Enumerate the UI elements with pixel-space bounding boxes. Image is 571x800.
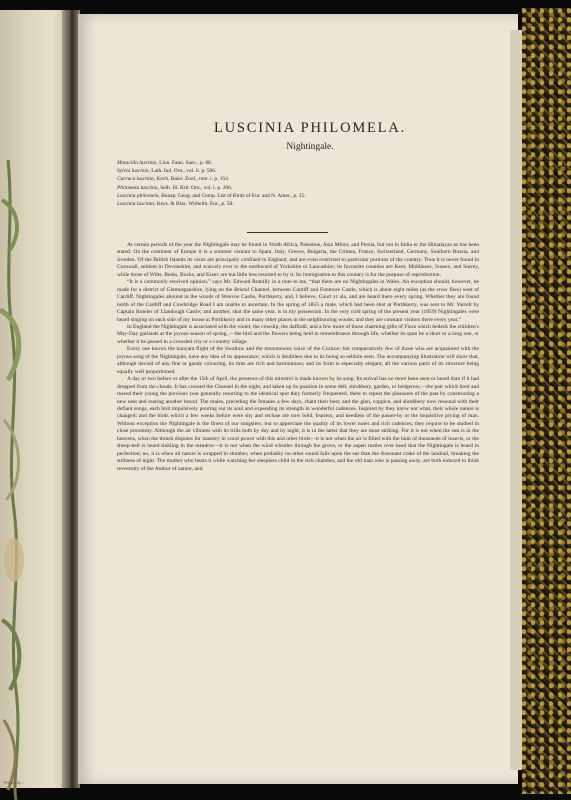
synonym-entry (117, 184, 477, 192)
marbled-endpaper (522, 8, 571, 794)
synonym-reference: Selb. Ill. Brit. Orn., vol. i. p. 206. (160, 184, 233, 191)
synonym-entry (117, 159, 477, 167)
paragraph: Every one knows the buoyant flight of the Swallow and the monotonous voice of the Cuckoo; but comparatively few of those who are acquainted with the joyous song of the Nightingale, have any idea of its appearance, which is doubtless due to its being so seldom seen. The accompanying illustration will show that, although devoid of any fine or gaudy colouring, its tints are rich and harmonious; and its form is especially elegant, all the various parts of its structure being equally well proportioned. (117, 346, 479, 375)
left-caption: Printed by... (4, 780, 24, 785)
left-plate-illustration (0, 160, 36, 800)
paragraph: At certain periods of the year the Nightingale may be found in North Africa, Palestine, Asia Minor, and Persia, but not in India or the Himalayas as has been stated. On the continent of Europe it is a summer visitant to Spain, Italy, Greece, Bulgaria, the Crimea, France, Switzerland, Germany, Southern Russia, and Sweden. Of the British Islands its visits are principally confined to England, and are even restricted to particular portions of the country. Thus it is never found in Cornwall, seldom in Devonshire, and scarcely ever to the northward of Yorkshire or Lancashire; its favourite counties are Kent, Middlesex, Sussex, and Surrey, while those of Wilts, Berks, Bucks, and Essex are but little less resorted to by it. Its immigration to this country is for the purpose of reproduction. (117, 242, 479, 278)
synonym-entry (117, 167, 477, 175)
synonym-reference: Keys. & Blas. Wirbelth. Eur., p. 58. (156, 201, 234, 208)
synonym-name: Curruca luscinia, (117, 176, 156, 183)
common-name: Nightingale. (286, 142, 334, 152)
synonym-name: Philomela luscinia, (117, 184, 159, 191)
synonymy-list (117, 159, 477, 208)
synonym-reference: Koch, Baier. Zool., tom. i. p. 154. (156, 176, 230, 183)
paragraph: A day or two before or after the 15th of April, the presence of this minstrel is made known by its song. Its arrival has no more been seen or heard than if it had dropped from the clouds. It has crossed the Channel in the night, and taken up its position in some dell, shrubbery, garden, or hedgerow,—the pair which bred and reared their young the previous year generally resorting to the identical spot they formerly frequented, there to repeat the pleasures of the past by constructing a new nest and rearing another brood. The males, preceding the females a few days, chant their best; and the glen, coppice, and shrubbery now resound with their defiant songs, each bird impulsively pouring out its soul and expending its strength in wonderful cadences. Inspired by they know not what, their whole nature is changed; and the birds which a few weeks before were shy and recluse are now bold, fearless, and heedless of the passer-by or the inquisitive prying of man. Without exception the Nightingale is the finest of our songsters; but to appreciate the quality of its lower notes and rich cadences, they require to be studied in close proximity. Although the air vibrates with its trills both by day and by night, it is in the latter that they are most striking. For it is not when the sun is in the heavens, when the thrush disputes for mastery in vocal power with this and other birds—it is not when the air is filled with the hum of thousands of insects, or the sheep-bell is heard tinkling in the meadow—it is not when the wind whistles through the grove, or the aspen rustles over head that the Nightingale is heard in perfection; no, it is when all nature is wrapped in slumber, when probably no other sound falls upon the ear than the dissonant crake of the landrail, breaking the stillness of night. The mother who hears it while watching her sleepless child in the sick chamber, and the old man who is passing away, are both induced to think reverently of the Author of nature, and (117, 376, 479, 472)
paragraph: In England the Nightingale is associated with the violet, the cowslip, the daffodil, and a few more of those charming gifts of Flora which bedeck the children's May-Day garlands at the joyous season of spring, —the bird and the flowers being held in remembrance through life, whether its span be a short or a long one, or whether it be passed in a crowded city or a country village. (117, 323, 479, 345)
synonym-entry (117, 192, 477, 200)
species-title: LUSCINIA PHILOMELA. (213, 120, 407, 136)
paragraph: “It is a commonly received opinion,” says Mr. Edward Romilly in a note to me, “that there are no Nightingales in Wales. An exception should, however, be made for a district of Glamorganshire, lying on the Bristol Channel, between Cardiff and Fonmore Castle, which is about eight miles (as the crow flies) west of Cardiff. Nightingales abound in the woods of Wenvoe Castle, Porthkerry, and, I believe, Court yr ala, and are heard there every spring. Whether they are found north of the Cardiff and Cowbridge Road I am unable to ascertain. In the spring of 1855 a male, which had been shot at Porthkerry, was sent to Mr. Yarrell by Captain Boteler of Llandough Castle; and another, shot the same year, is in my possession. In the very cold spring of the present year (1859) Nightingales were heard singing on each side of my house at Porthkerry and in many other places in the neighbouring woods; and they are constant visitors there every year.” (117, 279, 479, 323)
synonym-name: Sylvia luscinia, (117, 168, 150, 175)
synonym-name: Luscinia luscinia, (117, 201, 156, 208)
synonym-reference: Lath. Ind. Orn., vol. ii. p. 506. (151, 168, 217, 175)
synonym-reference: Linn. Faun. Suec., p. 88. (159, 160, 213, 166)
synonym-name: Motacilla luscinia, (117, 160, 158, 166)
synonym-entry (117, 200, 477, 208)
left-page (0, 10, 70, 788)
section-divider (247, 232, 328, 233)
synonym-reference: Bonap. Geog. and Comp. List of Birds of Eur. and N. Amer., p. 15. (161, 192, 306, 199)
article-body (117, 242, 479, 473)
synonym-name: Luscinia philomela, (117, 192, 160, 199)
synonym-entry (117, 175, 477, 183)
